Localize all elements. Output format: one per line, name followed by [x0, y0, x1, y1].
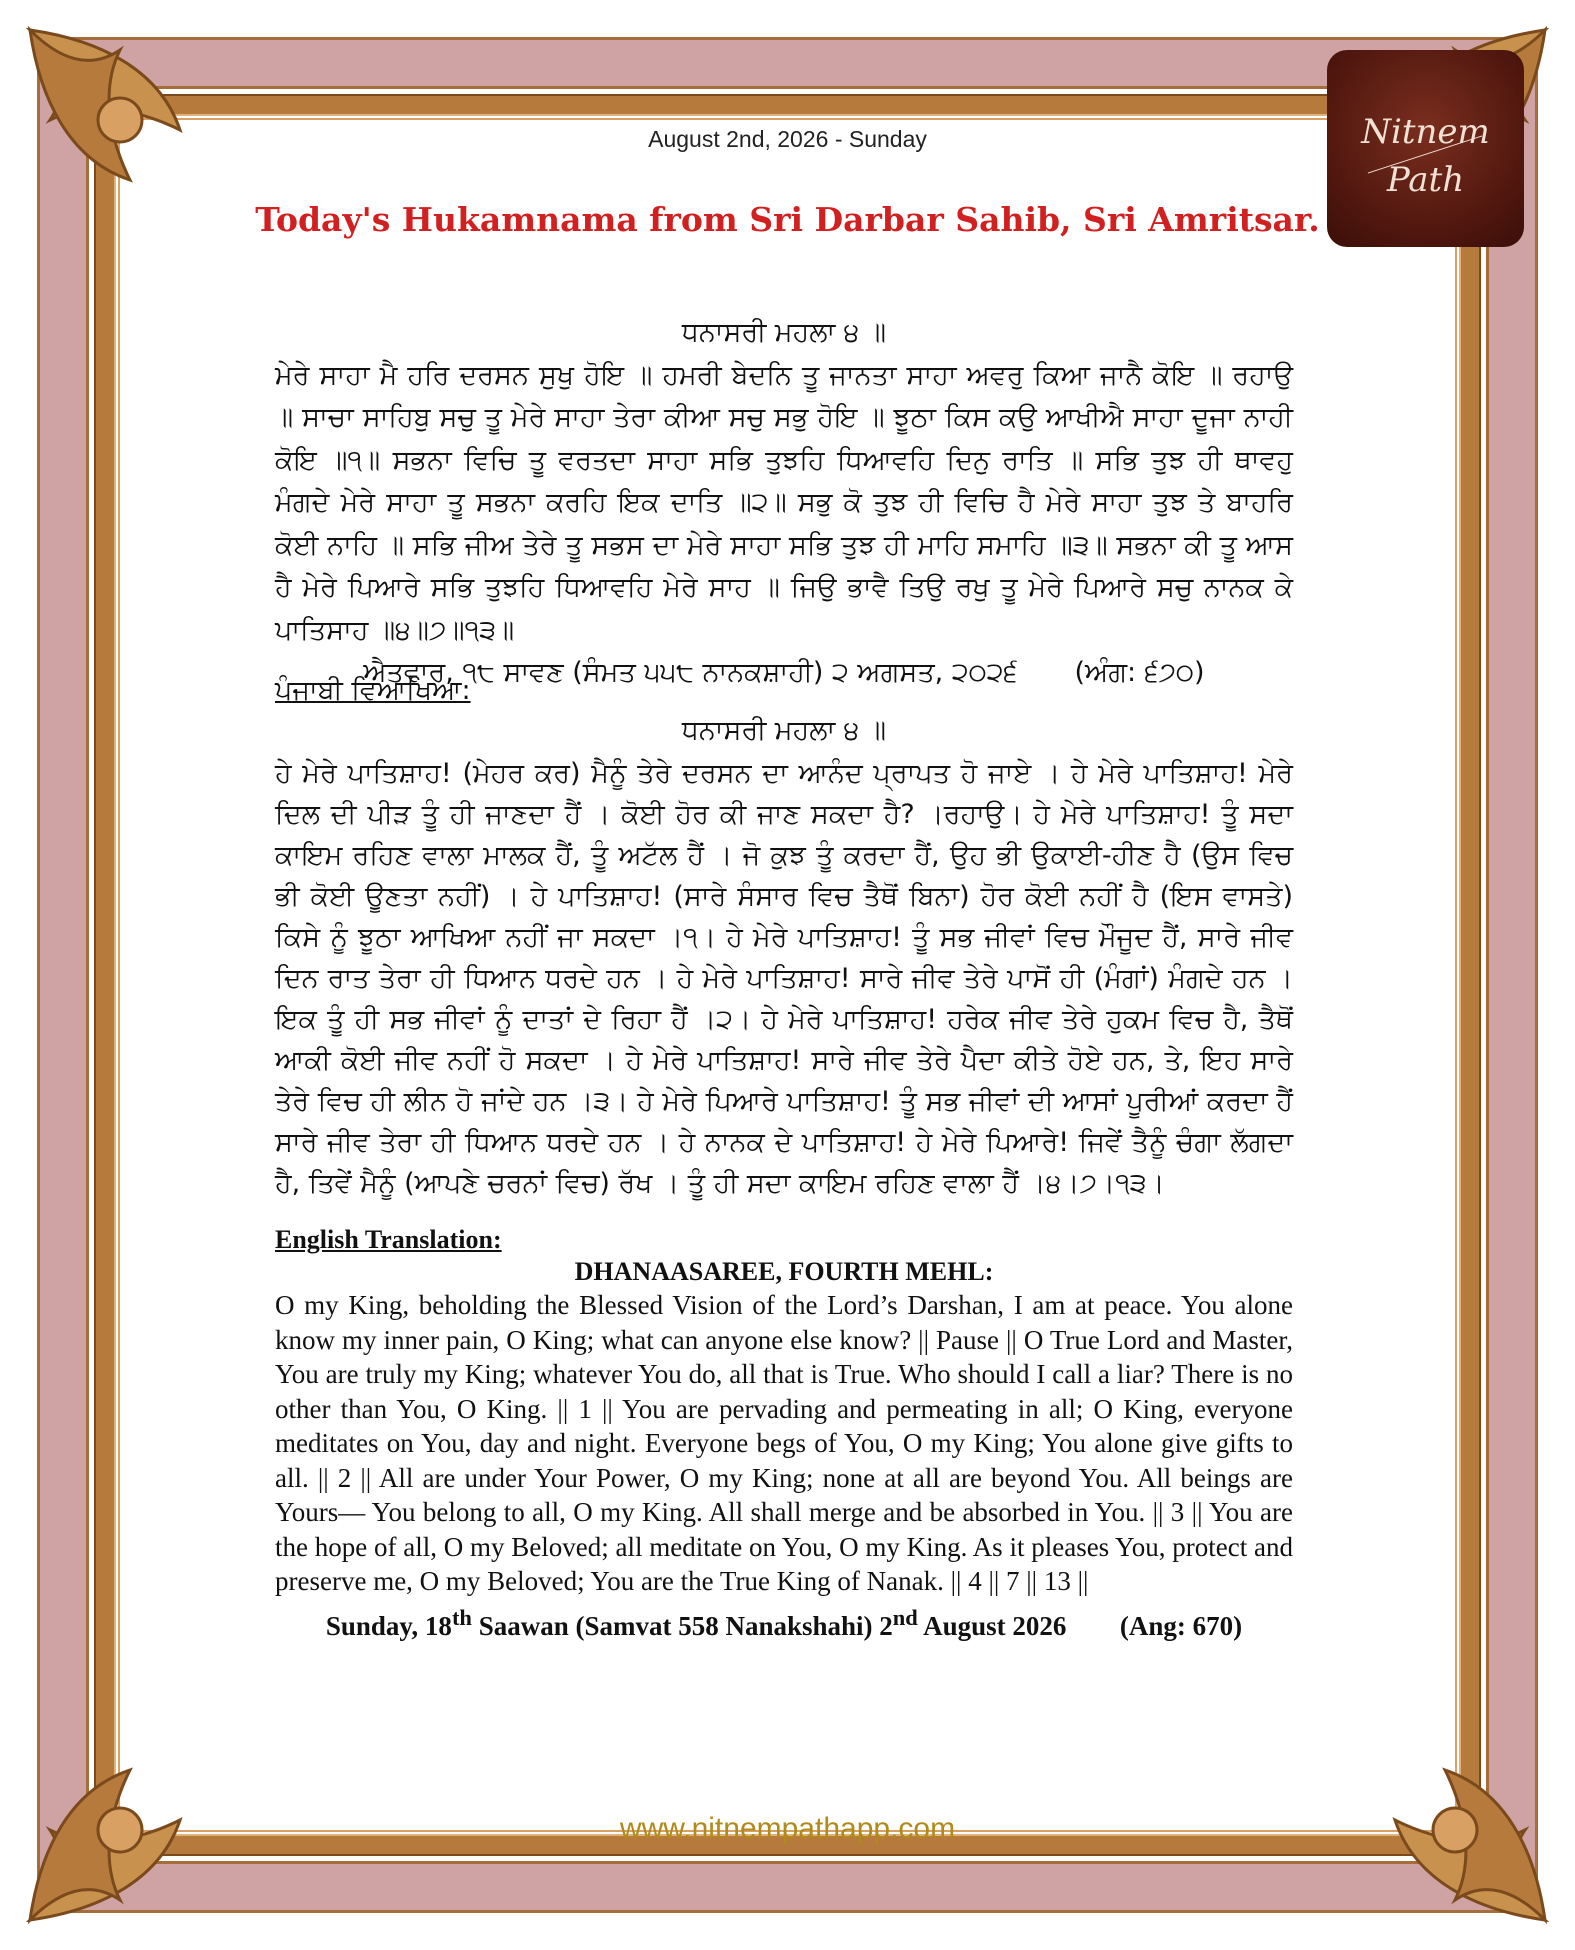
english-section	[275, 1224, 1293, 1642]
english-footer-end: August 2026	[917, 1610, 1067, 1641]
english-text: O my King, beholding the Blessed Vision of the Lord’s Darshan, I am at peace. You alone know my inner pain, O King; what can anyone else know? || Pause || O True Lord and Master, You are truly my King; whatever You do, all that is True. Who should I call a liar? There is no other than You, O King. || 1 || You are pervading and permeating in all; O King, everyone meditates on You, day and night. Everyone begs of You, O my King; You alone give gifts to all. || 2 || All are under Your Power, O my King; none at all are beyond You. All beings are Yours— You belong to all, O my King. All shall merge and be absorbed in You. || 3 || You are the hope of all, O my Beloved; all meditate on You, O my King. As it pleases You, protect and preserve me, O my Beloved; You are the True King of Nanak. || 4 || 7 || 13 ||	[275, 1290, 1293, 1596]
logo-line2: Path	[1386, 160, 1465, 200]
english-footer-mid: Saawan (Samvat 558 Nanakshahi) 2	[471, 1610, 893, 1641]
hukamnama-date: ਐਤਵਾਰ, ੧੮ ਸਾਵਣ (ਸੰਮਤ ੫੫੮ ਨਾਨਕਸ਼ਾਹੀ) ੨ ਅਗਸਤ, ੨੦੨੬	[363, 657, 1018, 688]
page-title: Today's Hukamnama from Sri Darbar Sahib, Sri Amritsar.	[255, 200, 1320, 239]
hukamnama-heading: ਧਨਾਸਰੀ ਮਹਲਾ ੪ ॥	[681, 317, 887, 348]
hukamnama-section	[275, 312, 1293, 695]
punjabi-text: ਹੇ ਮੇਰੇ ਪਾਤਿਸ਼ਾਹ! (ਮੇਹਰ ਕਰ) ਮੈਨੂੰ ਤੇਰੇ ਦਰਸਨ ਦਾ ਆਨੰਦ ਪ੍ਰਾਪਤ ਹੋ ਜਾਏ । ਹੇ ਮੇਰੇ ਪਾਤਿਸ਼ਾਹ! ਮੇਰੇ ਦਿਲ ਦੀ ਪੀੜ ਤੂੰ ਹੀ ਜਾਣਦਾ ਹੈਂ । ਕੋਈ ਹੋਰ ਕੀ ਜਾਣ ਸਕਦਾ ਹੈ? ।ਰਹਾਉ। ਹੇ ਮੇਰੇ ਪਾਤਿਸ਼ਾਹ! ਤੂੰ ਸਦਾ ਕਾਇਮ ਰਹਿਣ ਵਾਲਾ ਮਾਲਕ ਹੈਂ, ਤੂੰ ਅਟੱਲ ਹੈਂ । ਜੋ ਕੁਝ ਤੂੰ ਕਰਦਾ ਹੈਂ, ਉਹ ਭੀ ਉਕਾਈ-ਹੀਣ ਹੈ (ਉਸ ਵਿਚ ਭੀ ਕੋਈ ਊਣਤਾ ਨਹੀਂ) । ਹੇ ਪਾਤਿਸ਼ਾਹ! (ਸਾਰੇ ਸੰਸਾਰ ਵਿਚ ਤੈਥੋਂ ਬਿਨਾ) ਹੋਰ ਕੋਈ ਨਹੀਂ ਹੈ (ਇਸ ਵਾਸਤੇ) ਕਿਸੇ ਨੂੰ ਝੂਠਾ ਆਖਿਆ ਨਹੀਂ ਜਾ ਸਕਦਾ ।੧। ਹੇ ਮੇਰੇ ਪਾਤਿਸ਼ਾਹ! ਤੂੰ ਸਭ ਜੀਵਾਂ ਵਿਚ ਮੌਜੂਦ ਹੈਂ, ਸਾਰੇ ਜੀਵ ਦਿਨ ਰਾਤ ਤੇਰਾ ਹੀ ਧਿਆਨ ਧਰਦੇ ਹਨ । ਹੇ ਮੇਰੇ ਪਾਤਿਸ਼ਾਹ! ਸਾਰੇ ਜੀਵ ਤੇਰੇ ਪਾਸੋਂ ਹੀ (ਮੰਗਾਂ) ਮੰਗਦੇ ਹਨ । ਇਕ ਤੂੰ ਹੀ ਸਭ ਜੀਵਾਂ ਨੂੰ ਦਾਤਾਂ ਦੇ ਰਿਹਾ ਹੈਂ ।੨। ਹੇ ਮੇਰੇ ਪਾਤਿਸ਼ਾਹ! ਹਰੇਕ ਜੀਵ ਤੇਰੇ ਹੁਕਮ ਵਿਚ ਹੈ, ਤੈਥੋਂ ਆਕੀ ਕੋਈ ਜੀਵ ਨਹੀਂ ਹੋ ਸਕਦਾ । ਹੇ ਮੇਰੇ ਪਾਤਿਸ਼ਾਹ! ਸਾਰੇ ਜੀਵ ਤੇਰੇ ਪੈਦਾ ਕੀਤੇ ਹੋਏ ਹਨ, ਤੇ, ਇਹ ਸਾਰੇ ਤੇਰੇ ਵਿਚ ਹੀ ਲੀਨ ਹੋ ਜਾਂਦੇ ਹਨ ।੩। ਹੇ ਮੇਰੇ ਪਿਆਰੇ ਪਾਤਿਸ਼ਾਹ! ਤੂੰ ਸਭ ਜੀਵਾਂ ਦੀ ਆਸਾਂ ਪੂਰੀਆਂ ਕਰਦਾ ਹੈਂ ਸਾਰੇ ਜੀਵ ਤੇਰਾ ਹੀ ਧਿਆਨ ਧਰਦੇ ਹਨ । ਹੇ ਨਾਨਕ ਦੇ ਪਾਤਿਸ਼ਾਹ! ਹੇ ਮੇਰੇ ਪਿਆਰੇ! ਜਿਵੇਂ ਤੈਨੂੰ ਚੰਗਾ ਲੱਗਦਾ ਹੈ, ਤਿਵੇਂ ਮੈਨੂੰ (ਆਪਣੇ ਚਰਨਾਂ ਵਿਚ) ਰੱਖ । ਤੂੰ ਹੀ ਸਦਾ ਕਾਇਮ ਰਹਿਣ ਵਾਲਾ ਹੈਂ ।੪।੭।੧੩।	[275, 757, 1293, 1199]
english-label: English Translation:	[275, 1225, 502, 1254]
english-footer-sup2: nd	[892, 1604, 918, 1630]
english-date-row	[275, 1605, 1293, 1642]
punjabi-section	[275, 672, 1293, 1204]
punjabi-heading: ਧਨਾਸਰੀ ਮਹਲਾ ੪ ॥	[681, 715, 887, 746]
english-footer-sup1: th	[451, 1604, 472, 1630]
english-footer-day: Sunday, 18	[325, 1610, 452, 1641]
english-footer-ang: (Ang: 670)	[1119, 1610, 1243, 1641]
website-link[interactable]: www.nitnempathapp.com	[619, 1812, 956, 1845]
hukamnama-text: ਮੇਰੇ ਸਾਹਾ ਮੈ ਹਰਿ ਦਰਸਨ ਸੁਖੁ ਹੋਇ ॥ ਹਮਰੀ ਬੇਦਨਿ ਤੂ ਜਾਨਤਾ ਸਾਹਾ ਅਵਰੁ ਕਿਆ ਜਾਨੈ ਕੋਇ ॥ ਰਹਾਉ ॥ ਸਾਚਾ ਸਾਹਿਬੁ ਸਚੁ ਤੂ ਮੇਰੇ ਸਾਹਾ ਤੇਰਾ ਕੀਆ ਸਚੁ ਸਭੁ ਹੋਇ ॥ ਝੂਠਾ ਕਿਸ ਕਉ ਆਖੀਐ ਸਾਹਾ ਦੂਜਾ ਨਾਹੀ ਕੋਇ ॥੧॥ ਸਭਨਾ ਵਿਚਿ ਤੂ ਵਰਤਦਾ ਸਾਹਾ ਸਭਿ ਤੁਝਹਿ ਧਿਆਵਹਿ ਦਿਨੁ ਰਾਤਿ ॥ ਸਭਿ ਤੁਝ ਹੀ ਥਾਵਹੁ ਮੰਗਦੇ ਮੇਰੇ ਸਾਹਾ ਤੂ ਸਭਨਾ ਕਰਹਿ ਇਕ ਦਾਤਿ ॥੨॥ ਸਭੁ ਕੋ ਤੁਝ ਹੀ ਵਿਚਿ ਹੈ ਮੇਰੇ ਸਾਹਾ ਤੁਝ ਤੇ ਬਾਹਰਿ ਕੋਈ ਨਾਹਿ ॥ ਸਭਿ ਜੀਅ ਤੇਰੇ ਤੂ ਸਭਸ ਦਾ ਮੇਰੇ ਸਾਹਾ ਸਭਿ ਤੁਝ ਹੀ ਮਾਹਿ ਸਮਾਹਿ ॥੩॥ ਸਭਨਾ ਕੀ ਤੂ ਆਸ ਹੈ ਮੇਰੇ ਪਿਆਰੇ ਸਭਿ ਤੁਝਹਿ ਧਿਆਵਹਿ ਮੇਰੇ ਸਾਹ ॥ ਜਿਉ ਭਾਵੈ ਤਿਉ ਰਖੁ ਤੂ ਮੇਰੇ ਪਿਆਰੇ ਸਚੁ ਨਾਨਕ ਕੇ ਪਾਤਿਸਾਹ ॥੪॥੭॥੧੩॥	[275, 359, 1293, 646]
english-heading: DHANAASAREE, FOURTH MEHL:	[574, 1257, 994, 1286]
logo-line1: Nitnem	[1361, 112, 1490, 152]
hukamnama-ang: (ਅੰਗ: ੬੭੦)	[1074, 657, 1205, 688]
punjabi-label: ਪੰਜਾਬੀ ਵਿਆਖਿਆ:	[275, 675, 471, 706]
date-line: August 2nd, 2026 - Sunday	[648, 126, 927, 152]
